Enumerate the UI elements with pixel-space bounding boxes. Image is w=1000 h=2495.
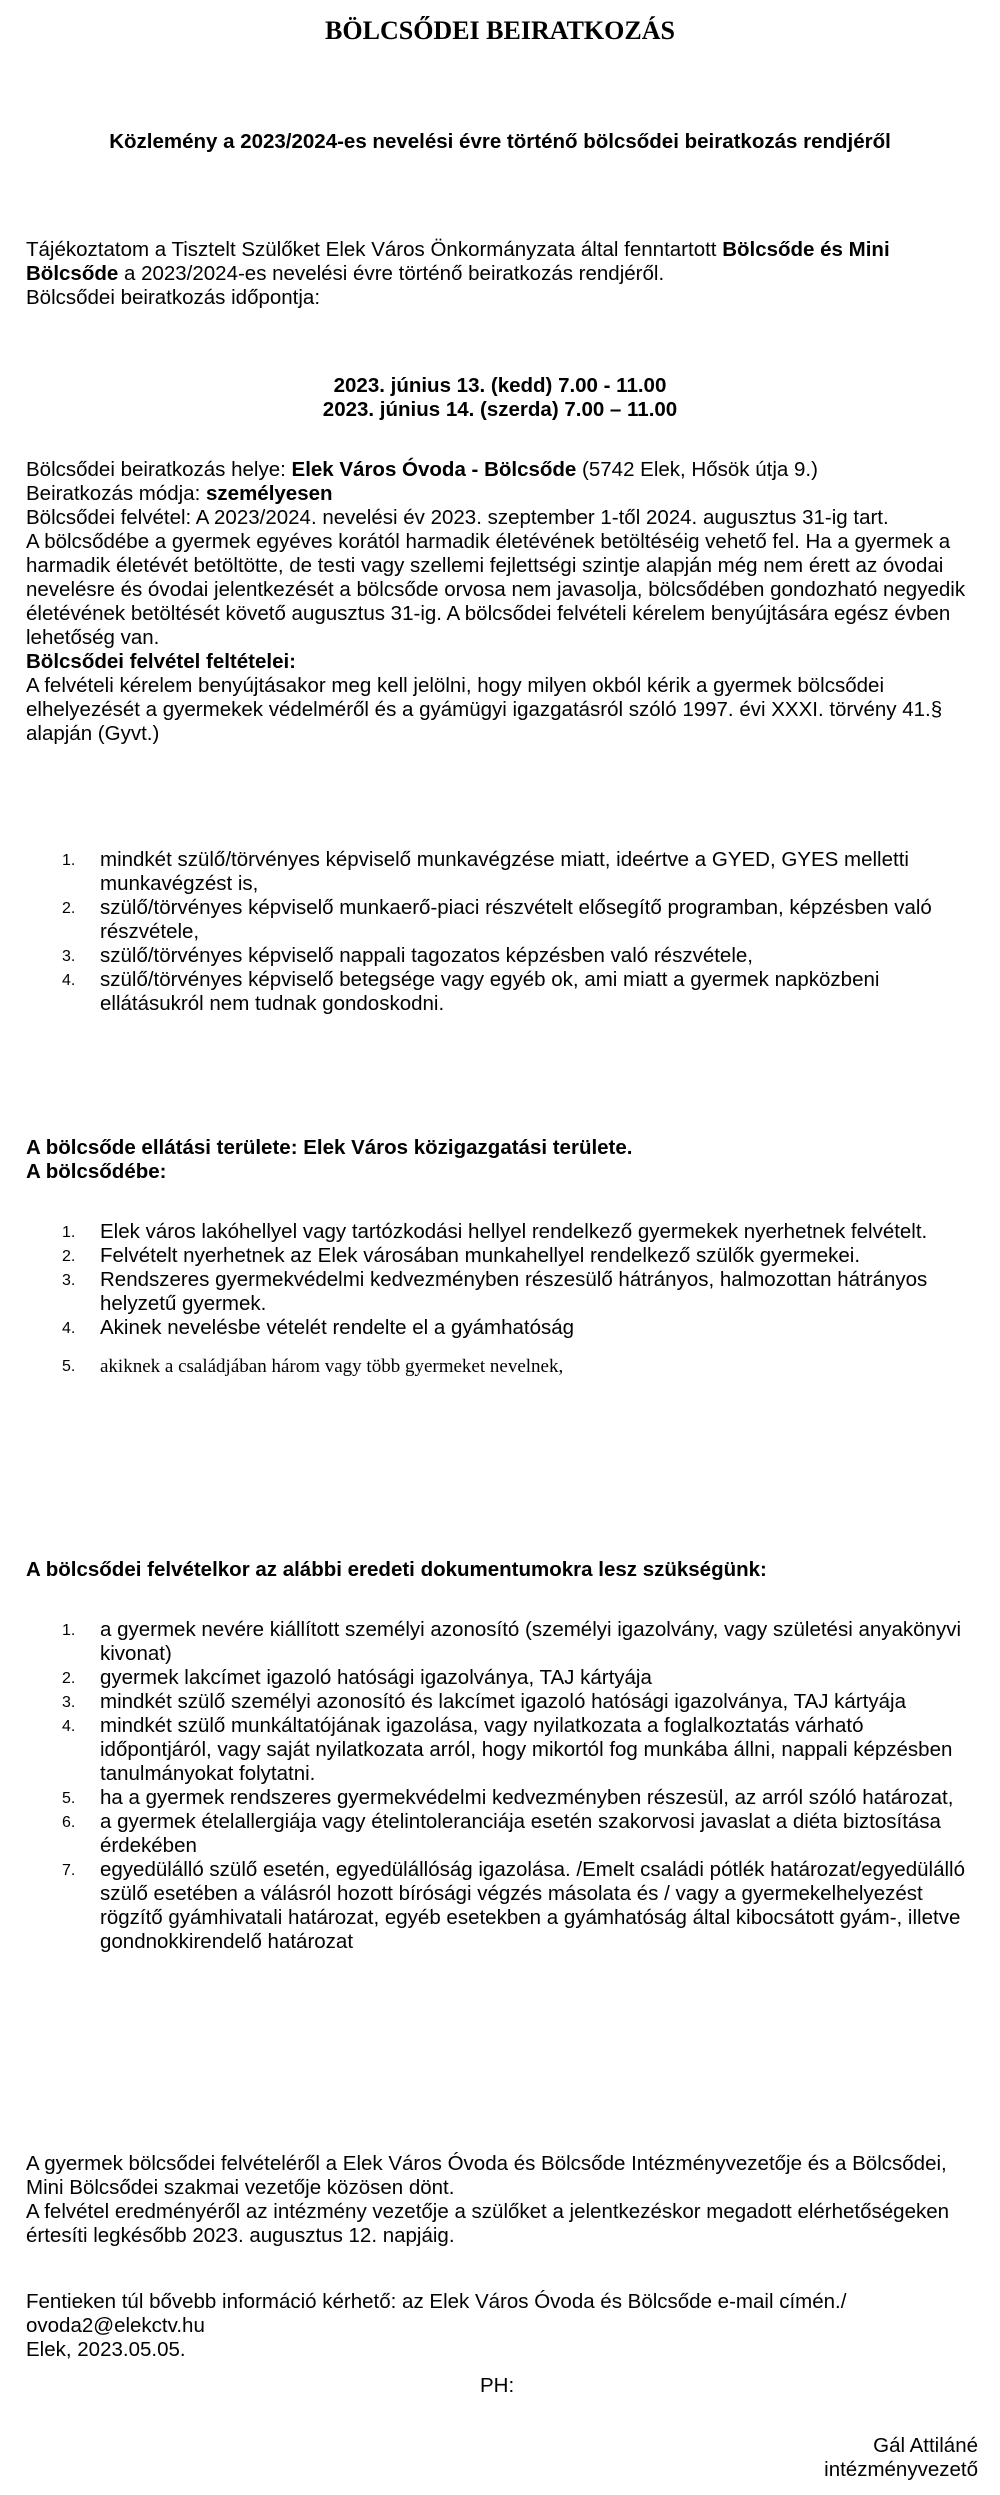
intro-text-2: a 2023/2024-es nevelési évre történő beiratkozás rendjéről. [118,262,665,285]
list-item-text: Elek város lakóhellyel vagy tartózkodási hellyel rendelkező gyermekek nyerhetnek felvételt. [100,1220,928,1243]
list-item-text: a gyermek ételallergiája vagy ételintoleranciája esetén szakorvosi javaslat a diéta biztosítása érdekében [100,1810,941,1857]
list-item [26,1810,966,1858]
decision-paragraph [26,2152,978,2248]
decision-text-1: A gyermek bölcsődei felvételéről a Elek Város Óvoda és Bölcsőde Intézményvezetője és a Bölcsődei, Mini Bölcsődei szakmai vezetője közösen dönt. [26,2152,947,2199]
intro-institution: Bölcsőde és Mini Bölcsőde [26,238,890,285]
signature-name: Gál Attiláné [873,2434,978,2457]
enrollment-place [26,458,978,482]
place-address: (5742 Elek, Hősök útja 9.) [576,458,818,481]
list-item-text: Rendszeres gyermekvédelmi kedvezményben részesülő hátrányos, halmozottan hátrányos helyzetű gyermek. [100,1268,928,1315]
list-number: 1. [62,1622,76,1639]
list-number: 2. [62,1670,76,1687]
list-number: 4. [62,1320,76,1337]
intro-text-1: Tájékoztatom a Tisztelt Szülőket Elek Város Önkormányzata által fenntartott [26,238,723,261]
documents-list [26,1618,966,1954]
contact-info: Fentieken túl bővebb információ kérhető: az Elek Város Óvoda és Bölcsőde e-mail címén./ ovoda2@elekctv.hu [26,2290,847,2337]
list-item [26,1714,966,1786]
list-item-text: mindkét szülő munkáltatójának igazolása, vagy nyilatkozata a foglalkoztatás várható időpontjáról, vagy saját nyilatkozata arról, hogy mikortól fog munkába állni, nappali képzésben tanulmányokat folytatni. [100,1714,953,1785]
list-item-text: a gyermek nevére kiállított személyi azonosító (személyi igazolvány, vagy születési anyakönyvi kivonat) [100,1618,961,1665]
document-title: BÖLCSŐDEI BEIRATKOZÁS [325,16,675,45]
admission-period: Bölcsődei felvétel: A 2023/2024. nevelési év 2023. szeptember 1-től 2024. augusztus 31-ig tart. [26,506,889,529]
list-item [26,944,966,968]
place-label: Bölcsődei beiratkozás helye: [26,458,292,481]
age-requirements: A bölcsődébe a gyermek egyéves korától harmadik életévének betöltéséig vehető fel. Ha a gyermek a harmadik életévét betöltötte, de testi vagy szellemi fejlettségi szintje alapján még nem érett az óvodai nevelésre és óvodai jelentkezését a bölcsőde orvosa nem javasolja, bölcsődében gondozható negyedik életévének betöltését követő augusztus 31-ig. A bölcsődei felvételi kérelem benyújtására egész évben lehetőség van. [26,530,966,649]
list-item-text: mindkét szülő/törvényes képviselő munkavégzése miatt, ideértve a GYED, GYES melletti munkavégzést is, [100,848,909,895]
conditions-list [26,848,966,1016]
list-number: 3. [62,948,76,965]
list-item-text: akiknek a családjában három vagy több gyermeket nevelnek, [100,1356,564,1377]
list-number: 4. [62,1718,76,1735]
list-number: 7. [62,1862,76,1879]
list-item [26,1666,966,1690]
list-item-text: szülő/törvényes képviselő munkaerő-piaci részvételt elősegítő programban, képzésben való részvétele, [100,896,932,943]
list-item [26,968,966,1016]
service-area-subtitle: A bölcsődébe: [26,1160,167,1183]
list-item-text: gyermek lakcímet igazoló hatósági igazolványa, TAJ kártyája [100,1666,652,1689]
announcement-subtitle: Közlemény a 2023/2024-es nevelési évre történő bölcsődei beiratkozás rendjéről [109,130,891,153]
decision-text-2: A felvétel eredményéről az intézmény vezetője a szülőket a jelentkezéskor megadott elérhetőségeken értesíti legkésőbb 2023. augusztus 12. napjáig. [26,2200,950,2247]
list-item [26,1690,966,1714]
list-number: 2. [62,1248,76,1265]
list-number: 1. [62,1224,76,1241]
enrollment-date-1: 2023. június 13. (kedd) 7.00 - 11.00 [333,374,667,397]
list-number: 4. [62,972,76,989]
list-number: 6. [62,1814,76,1831]
signature-block [824,2434,978,2482]
conditions-text: A felvételi kérelem benyújtásakor meg kell jelölni, hogy milyen okból kérik a gyermek bölcsődei elhelyezését a gyermekek védelméről és a gyámügyi igazgatásról szóló 1997. évi XXXI. törvény 41.§ alapján (Gyvt.) [26,674,943,745]
place-and-date: Elek, 2023.05.05. [26,2338,186,2361]
list-item-text: Akinek nevelésbe vételét rendelte el a gyámhatóság [100,1316,575,1339]
intro-paragraph [26,238,978,310]
list-item [26,1244,966,1268]
enrollment-details [26,458,978,746]
list-item-text: Felvételt nyerhetnek az Elek városában munkahellyel rendelkező szülők gyermekei. [100,1244,861,1267]
list-item [26,848,966,896]
mode-value: személyesen [206,482,333,505]
list-item-text: ha a gyermek rendszeres gyermekvédelmi kedvezményben részesül, az arról szóló határozat, [100,1786,954,1809]
stamp-placeholder: PH: [480,2374,515,2397]
enrollment-time-label: Bölcsődei beiratkozás időpontja: [26,286,321,309]
list-item-text: szülő/törvényes képviselő nappali tagozatos képzésben való részvétele, [100,944,753,967]
service-area-heading [26,1136,978,1184]
list-item [26,1786,966,1810]
mode-label: Beiratkozás módja: [26,482,207,505]
list-item [26,896,966,944]
enrollment-mode [26,482,978,506]
service-area-list [26,1220,966,1379]
conditions-heading: Bölcsődei felvétel feltételei: [26,650,297,673]
list-item [26,1316,966,1340]
enrollment-date-2: 2023. június 14. (szerda) 7.00 – 11.00 [322,398,678,421]
place-name: Elek Város Óvoda - Bölcsőde [291,458,577,481]
list-item [26,1618,966,1666]
list-number: 5. [62,1358,76,1375]
list-item-text: szülő/törvényes képviselő betegsége vagy egyéb ok, ami miatt a gyermek napközbeni ellátásukról nem tudnak gondoskodni. [100,968,880,1015]
list-item-text: mindkét szülő személyi azonosító és lakcímet igazoló hatósági igazolványa, TAJ kártyája [100,1690,906,1713]
list-item [26,1268,966,1316]
list-item [26,1858,966,1954]
signature-role: intézményvezető [824,2458,978,2481]
list-item [26,1354,966,1379]
list-number: 3. [62,1272,76,1289]
list-item-text: egyedülálló szülő esetén, egyedülállóság igazolása. /Emelt családi pótlék határozat/egyedülálló szülő esetében a válásról hozott bírósági végzés másolata és / vagy a gyermekelhelyezést rögzítő gyámhivatali határozat, egyéb esetekben a gyámhatóság által kibocsátott gyám-, illetve gondnokkirendelő határozat [100,1858,965,1953]
list-item [26,1220,966,1244]
documents-heading: A bölcsődei felvételkor az alábbi eredeti dokumentumokra lesz szükségünk: [26,1558,767,1581]
list-number: 2. [62,900,76,917]
enrollment-dates [0,374,1000,422]
list-number: 5. [62,1790,76,1807]
list-number: 3. [62,1694,76,1711]
contact-paragraph [26,2290,978,2362]
list-number: 1. [62,852,76,869]
service-area-title: A bölcsőde ellátási területe: Elek Város közigazgatási területe. [26,1136,633,1159]
